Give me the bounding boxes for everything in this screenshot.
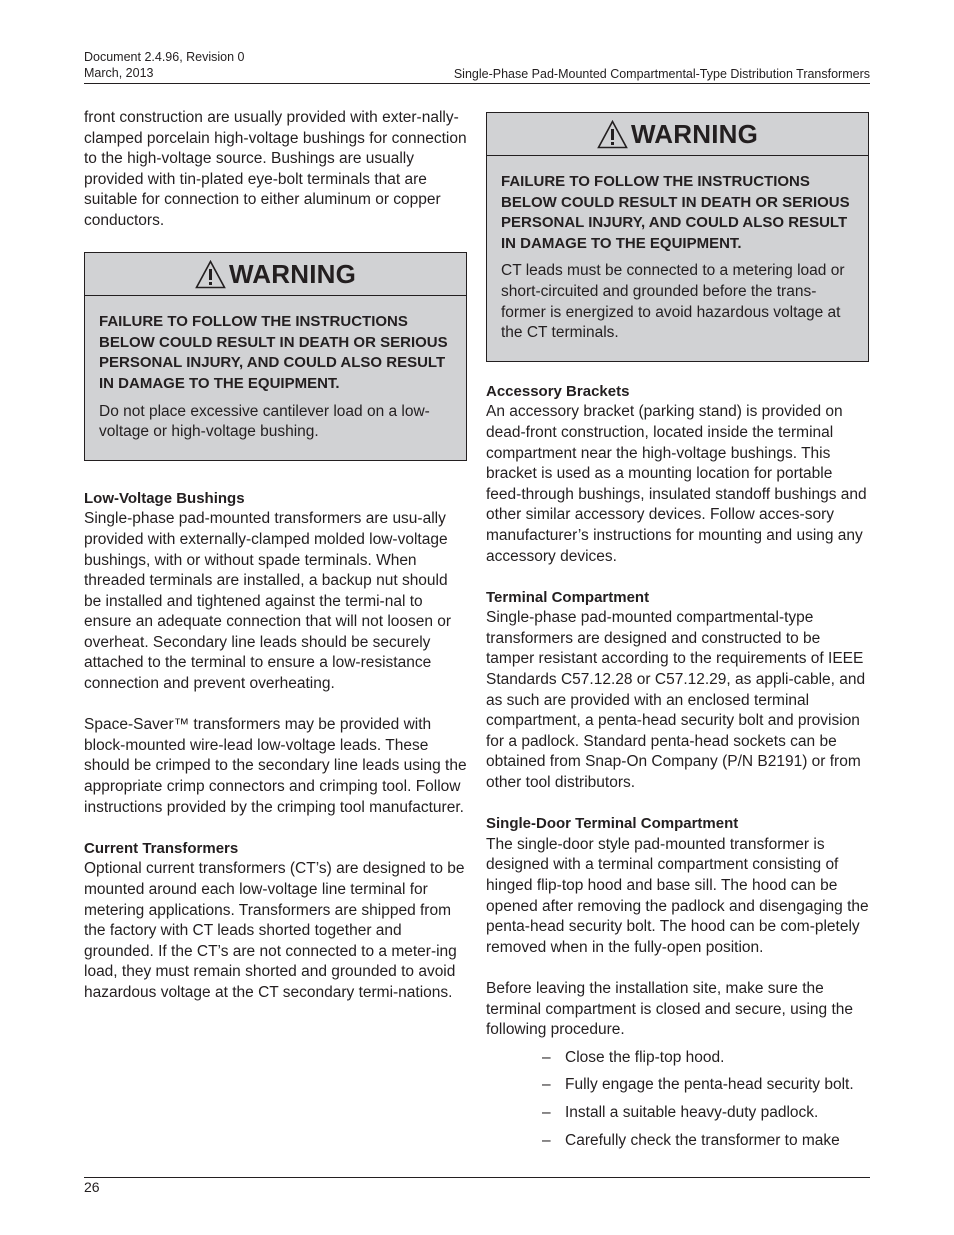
document-info	[84, 49, 245, 81]
warning-triangle-icon	[195, 260, 226, 289]
intro-paragraph: front construction are usually provided with exter-nally-clamped porcelain high-voltage bushings for connection to the high-voltage source. Bushings are usually provided with tin-plated eye-bolt terminals that are suitable for connection to either aluminum or copper conductors.	[84, 109, 467, 229]
section-heading-current-transformers: Current Transformers	[84, 839, 239, 857]
list-item	[542, 1131, 869, 1152]
left-column	[84, 108, 467, 1024]
procedure-list	[486, 1048, 869, 1151]
low-voltage-bushings-paragraph: Single-phase pad-mounted transformers are usu-ally provided with externally-clamped molded low-voltage bushings, with or without spade terminals. When threaded terminals are installed, a backup nut should be installed and tightened against the termi-nal to ensure an adequate connection that will not loosen or overheat. Secondary line leads should be securely attached to the terminal to ensure a low-resistance connection and prevent overheating.	[84, 510, 452, 693]
warning-caps-text: FAILURE TO FOLLOW THE INSTRUCTIONS BELOW COULD RESULT IN DEATH OR SERIOUS PERSONAL INJURY, AND COULD ALSO RESULT IN DAMAGE TO THE EQUIPMENT.	[501, 173, 850, 252]
warning-box-bushing	[84, 252, 467, 461]
warning-header	[85, 253, 466, 296]
section-heading-accessory-brackets: Accessory Brackets	[486, 382, 630, 400]
section-heading-terminal-compartment: Terminal Compartment	[486, 588, 650, 606]
running-title: Single-Phase Pad-Mounted Compartmental-Type Distribution Transformers	[453, 67, 870, 81]
accessory-brackets-paragraph: An accessory bracket (parking stand) is provided on dead-front construction, located inside the terminal compartment near the high-voltage bushings. This bracket is used as a mounting location for portable feed-through bushings, insulated standoff bushings and other similar accessory devices. Follow acces-sory manufacturer’s instructions for mounting and using any accessory devices.	[486, 403, 867, 565]
page-number: 26	[84, 1179, 100, 1195]
warning-box-ct-leads	[486, 112, 869, 362]
right-column	[486, 112, 869, 1158]
document-id: Document 2.4.96, Revision 0	[84, 50, 245, 64]
list-item	[542, 1103, 869, 1124]
warning-caps-text: FAILURE TO FOLLOW THE INSTRUCTIONS BELOW COULD RESULT IN DEATH OR SERIOUS PERSONAL INJURY, AND COULD ALSO RESULT IN DAMAGE TO THE EQUIPMENT.	[99, 313, 448, 392]
dash-bullet: –	[542, 1048, 551, 1066]
space-saver-paragraph: Space-Saver™ transformers may be provided with block-mounted wire-lead low-voltage leads. These should be crimped to the secondary line leads using the appropriate crimp connectors and crimping tool. Follow instructions provided by the crimping tool manufacturer.	[84, 716, 467, 816]
footer-rule	[84, 1177, 870, 1178]
list-item-text: Install a suitable heavy-duty padlock.	[565, 1103, 819, 1121]
list-item-text: Fully engage the penta-head security bolt.	[565, 1076, 854, 1094]
document-date: March, 2013	[84, 66, 154, 80]
list-item	[542, 1075, 869, 1096]
current-transformers-paragraph: Optional current transformers (CT’s) are designed to be mounted around each low-voltage line terminal for metering applications. Transformers are shipped from the factory with CT leads shorted together and grounded. If the CT’s are not connected to a meter-ing load, they must remain shorted and grounded to avoid hazardous voltage at the CT secondary termi-nations.	[84, 860, 465, 1001]
warning-body	[487, 156, 868, 361]
warning-title: WARNING	[630, 118, 759, 149]
warning-title: WARNING	[228, 258, 357, 289]
dash-bullet: –	[542, 1076, 551, 1094]
header-rule	[84, 83, 870, 84]
list-item-text: Carefully check the transformer to make	[565, 1131, 840, 1149]
list-item	[542, 1048, 869, 1069]
section-heading-single-door: Single-Door Terminal Compartment	[486, 815, 739, 833]
warning-text: Do not place excessive cantilever load on a low-voltage or high-voltage bushing.	[99, 402, 430, 441]
dash-bullet: –	[542, 1103, 551, 1121]
warning-header	[487, 113, 868, 156]
before-leaving-paragraph: Before leaving the installation site, make sure the terminal compartment is closed and secure, using the following procedure.	[486, 979, 854, 1039]
terminal-compartment-paragraph: Single-phase pad-mounted compartmental-type transformers are designed and constructed to be tamper resistant according to the requirements of IEEE Standards C57.12.28 or C57.12.29, as appli-cable, and as such are provided with an enclosed terminal compartment, a penta-head security bolt and provision for a padlock. Standard penta-head sockets can be obtained from Snap-On Company (P/N B2191) or from other tool distributors.	[486, 609, 866, 792]
warning-body	[85, 296, 466, 460]
single-door-paragraph: The single-door style pad-mounted transformer is designed with a terminal compartment consisting of hinged flip-top hood and base sill. The hood can be opened after removing the padlock and disengaging the penta-head security bolt. The hood can be com-pletely removed when in the fully-open position.	[486, 835, 869, 956]
list-item-text: Close the flip-top hood.	[565, 1048, 725, 1066]
warning-text: CT leads must be connected to a metering load or short-circuited and grounded before the trans-former is energized to avoid hazardous voltage at the CT terminals.	[501, 262, 845, 342]
section-heading-low-voltage-bushings: Low-Voltage Bushings	[84, 489, 245, 507]
warning-triangle-icon	[597, 120, 628, 149]
dash-bullet: –	[542, 1131, 551, 1149]
